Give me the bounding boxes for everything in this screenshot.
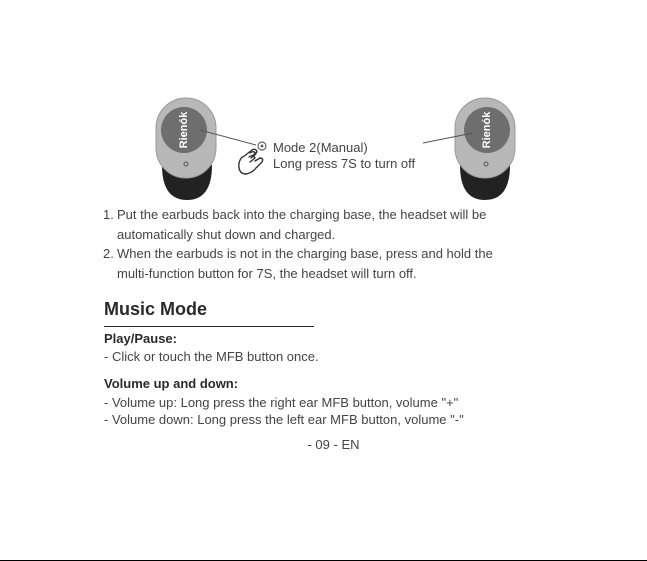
section-title: Music Mode (104, 299, 208, 319)
hand-press-icon (239, 142, 266, 174)
volume-up-text: - Volume up: Long press the right ear MFB button, volume "+" (104, 395, 459, 410)
step-item (103, 205, 533, 244)
step-number: 2. (103, 246, 114, 261)
section-divider (104, 326, 314, 327)
step-number: 1. (103, 207, 114, 222)
volume-down-text: - Volume down: Long press the left ear MFB button, volume "-" (104, 412, 464, 427)
play-pause-text: - Click or touch the MFB button once. (104, 349, 319, 364)
step-text-line: automatically shut down and charged. (117, 226, 336, 242)
play-pause-heading: Play/Pause: (104, 331, 177, 346)
right-brand-logo: Rienók (480, 111, 493, 149)
instruction-steps (103, 205, 533, 283)
step-text-line: multi-function button for 7S, the headset will turn off. (117, 265, 417, 281)
mode-label: Mode 2(Manual) (273, 140, 368, 155)
step-text-line: When the earbuds is not in the charging base, press and hold the (117, 246, 493, 261)
mode-instruction: Long press 7S to turn off (273, 156, 416, 171)
right-earbud-icon (455, 98, 515, 200)
page-number: - 09 - EN (307, 437, 360, 452)
left-earbud-icon (156, 98, 216, 200)
volume-heading: Volume up and down: (104, 376, 239, 391)
earbuds-illustration (0, 0, 647, 205)
left-brand-logo: Rienók (177, 111, 190, 149)
step-item (103, 244, 533, 283)
step-text-line: Put the earbuds back into the charging base, the headset will be (117, 207, 487, 222)
